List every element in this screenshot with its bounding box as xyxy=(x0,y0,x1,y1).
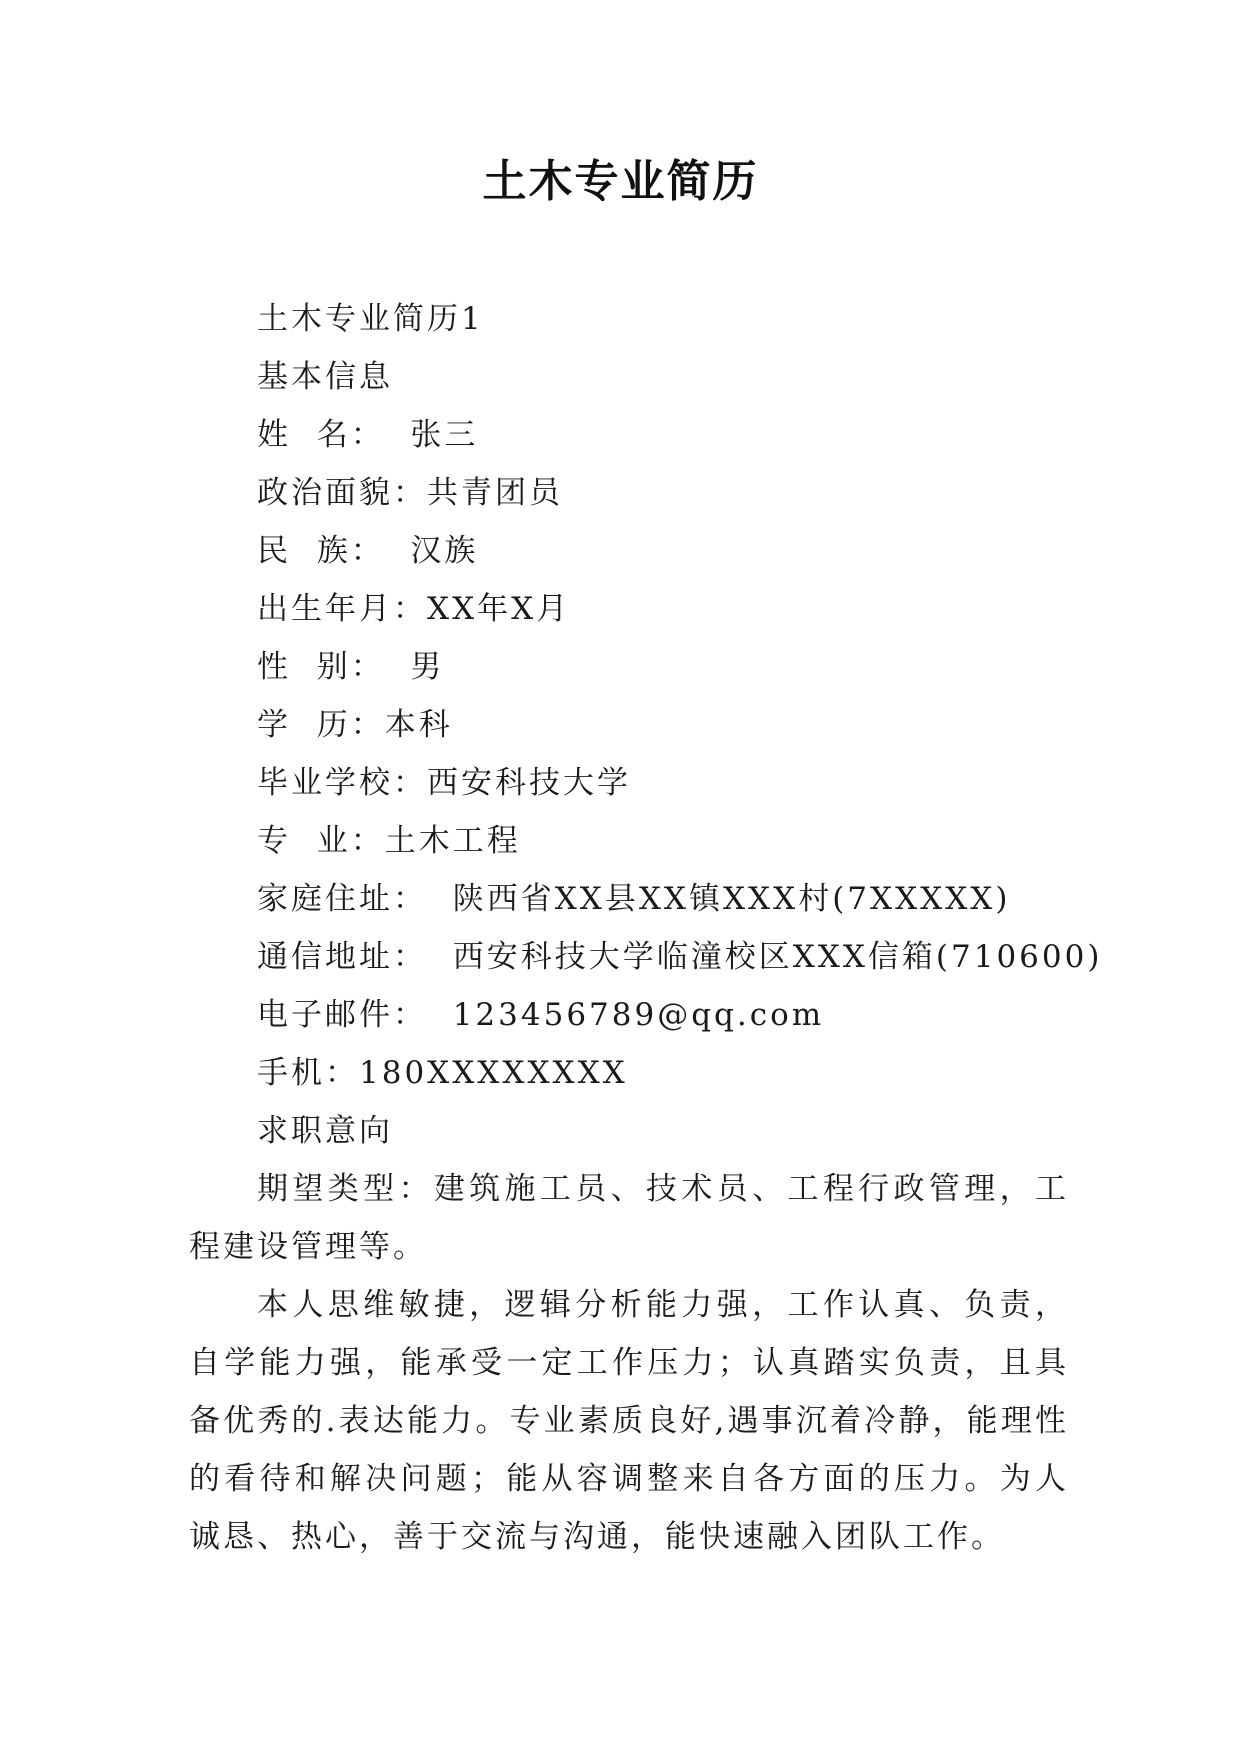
field-major: 专 业：土木工程 xyxy=(257,823,521,859)
resume-subtitle: 土木专业简历1 xyxy=(257,301,484,337)
field-gender: 性 别： 男 xyxy=(257,649,445,685)
field-home-address: 家庭住址： 陕西省XX县XX镇XXX村(7XXXXX) xyxy=(257,881,1011,917)
field-birth-date: 出生年月：XX年X月 xyxy=(257,591,571,627)
field-school: 毕业学校：西安科技大学 xyxy=(257,765,631,801)
field-education: 学 历：本科 xyxy=(257,707,453,743)
self-evaluation-paragraph: 本人思维敏捷，逻辑分析能力强，工作认真、负责，自学能力强，能承受一定工作压力；认真踏实负责，且具备优秀的.表达能力。专业素质良好,遇事沉着冷静，能理性的看待和解决问题；能从容调整来自各方面的压力。为人诚恳、热心，善于交流与沟通，能快速融入团队工作。 xyxy=(189,1287,1069,1555)
field-phone: 手机：180XXXXXXXX xyxy=(257,1055,628,1091)
field-name: 姓 名： 张三 xyxy=(257,417,479,453)
field-ethnicity: 民 族： 汉族 xyxy=(257,533,479,569)
section-heading-basic-info: 基本信息 xyxy=(257,359,393,395)
page-title: 土木专业简历 xyxy=(482,156,759,207)
field-mailing-address: 通信地址： 西安科技大学临潼校区XXX信箱(710600) xyxy=(257,939,1103,975)
field-email: 电子邮件： 123456789@qq.com xyxy=(257,997,825,1033)
expected-job-type-paragraph: 期望类型：建筑施工员、技术员、工程行政管理，工程建设管理等。 xyxy=(189,1171,1069,1265)
section-heading-job-intent: 求职意向 xyxy=(257,1113,393,1149)
field-political-status: 政治面貌：共青团员 xyxy=(257,475,563,511)
document-body xyxy=(189,290,1103,1566)
